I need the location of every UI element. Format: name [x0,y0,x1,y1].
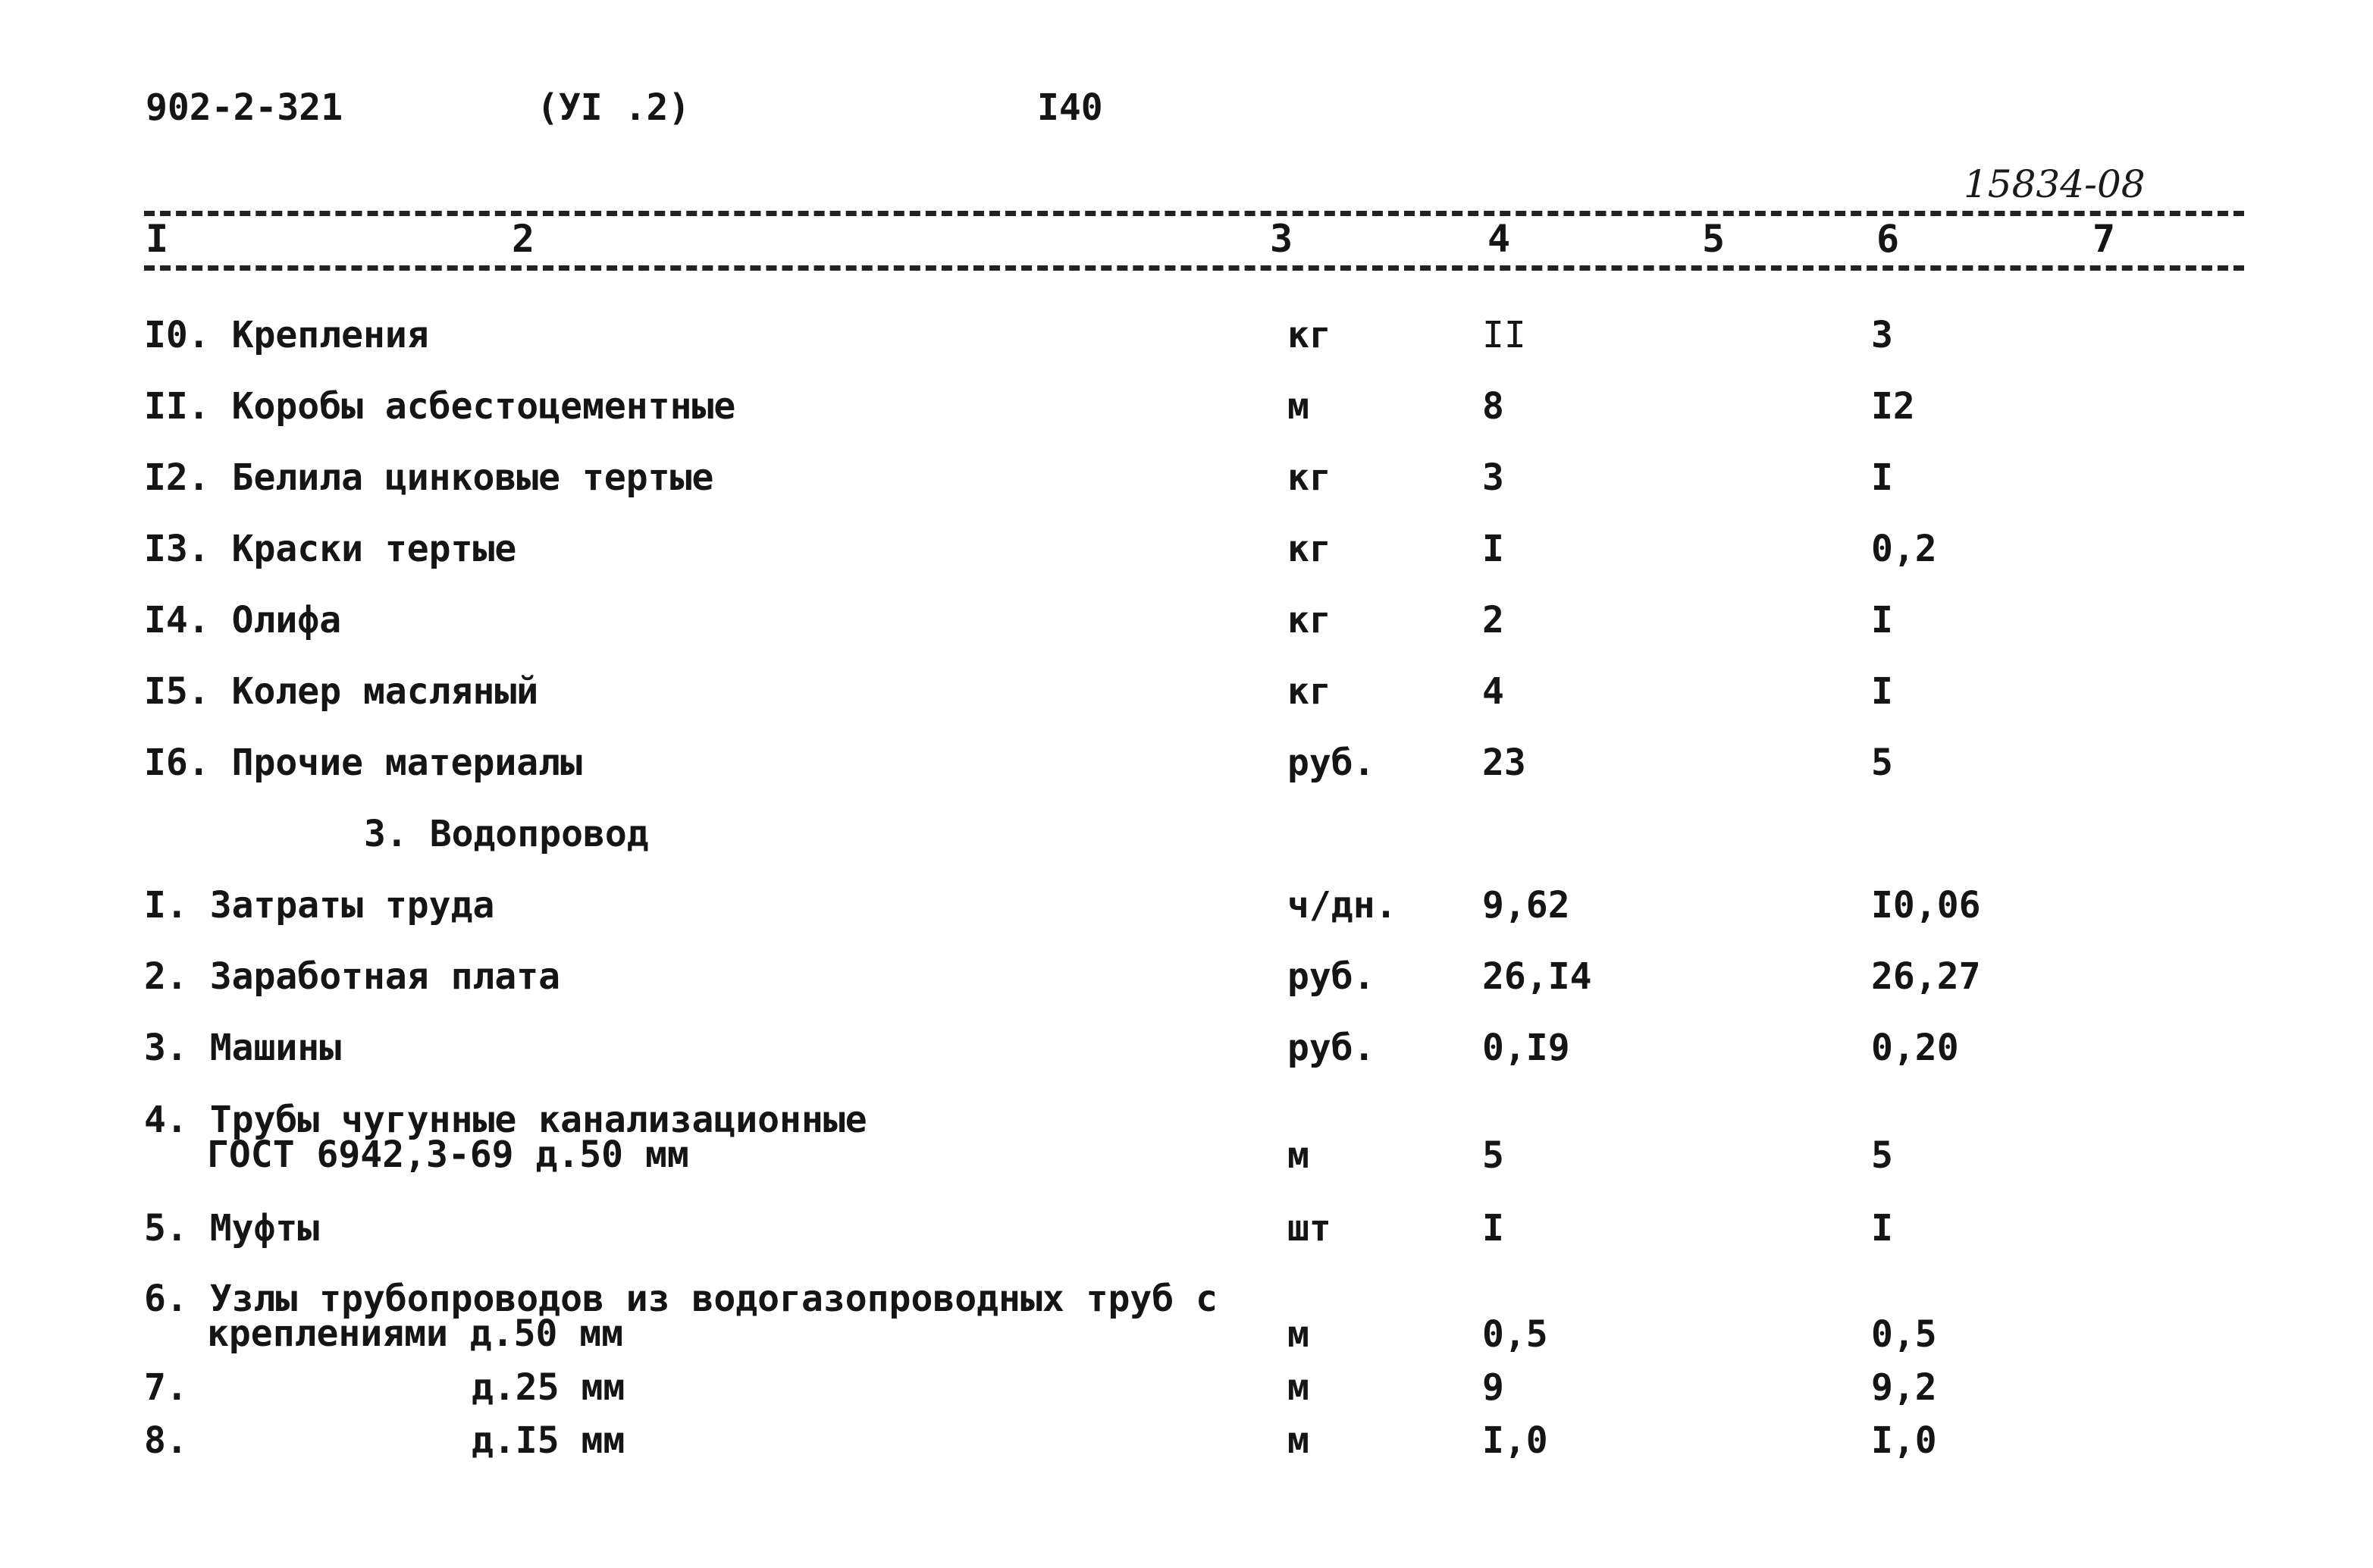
row-label: I3. Краски тертые [144,528,517,570]
section-title: 3. Водопровод [364,813,649,855]
row-value-col4: I [1482,528,1504,570]
row-number: 8. [144,1419,188,1462]
row-value-col6: I0,06 [1871,884,1981,927]
row-value-col6: 5 [1871,742,1893,784]
row-label-line1: 4. Трубы чугунные канализационные [144,1099,867,1141]
row-unit: кг [1287,670,1331,713]
row-label-line2: креплениями д.50 мм [207,1312,624,1355]
row-value-col6: I [1871,1207,1893,1250]
row-unit: руб. [1287,1027,1375,1069]
row-unit: м [1287,1366,1309,1409]
row-label: д.25 мм [472,1366,625,1409]
row-unit: кг [1287,528,1331,570]
row-value-col6: 5 [1871,1134,1893,1177]
row-value-col4: II [1482,314,1526,356]
row-unit: кг [1287,456,1331,499]
row-value-col6: I [1871,670,1893,713]
column-number-5: 5 [1702,217,1726,261]
row-number: 7. [144,1366,188,1409]
document-code: 902-2-321 [146,86,343,129]
row-value-col4: 5 [1482,1134,1504,1177]
row-value-col4: 0,5 [1482,1313,1548,1356]
row-value-col6: 26,27 [1871,955,1981,998]
row-unit: м [1287,1313,1309,1356]
row-label-line1: 6. Узлы трубопроводов из водогазопроводных труб с [144,1278,1218,1320]
page-number: I40 [1037,86,1103,129]
row-unit: кг [1287,314,1331,356]
row-value-col4: 26,I4 [1482,955,1592,998]
row-unit: м [1287,385,1309,428]
inventory-number: 15834-08 [1964,162,2146,206]
row-unit: кг [1287,599,1331,641]
row-label: 3. Машины [144,1027,342,1069]
row-value-col4: 3 [1482,456,1504,499]
row-value-col4: 2 [1482,599,1504,641]
column-number-1: I [146,217,169,261]
row-label: I5. Колер масляный [144,670,539,713]
row-label: II. Коробы асбестоцементные [144,385,736,428]
row-label: I0. Крепления [144,314,429,356]
header-bottom-rule [144,265,2244,271]
row-unit: руб. [1287,955,1375,998]
row-unit: м [1287,1134,1309,1177]
row-value-col6: 3 [1871,314,1893,356]
row-value-col6: 9,2 [1871,1366,1937,1409]
row-value-col4: 4 [1482,670,1504,713]
column-number-7: 7 [2092,217,2116,261]
row-unit: м [1287,1419,1309,1462]
row-value-col4: 9 [1482,1366,1504,1409]
row-label-line2: ГОСТ 6942,3-69 д.50 мм [207,1134,689,1176]
row-value-col6: 0,2 [1871,528,1937,570]
row-label: д.I5 мм [472,1419,625,1462]
row-label: I. Затраты труда [144,884,495,927]
row-value-col6: I [1871,599,1893,641]
row-label: I4. Олифа [144,599,342,641]
column-number-2: 2 [512,217,535,261]
row-value-col6: 0,20 [1871,1027,1959,1069]
row-value-col6: I,0 [1871,1419,1937,1462]
row-value-col4: I,0 [1482,1419,1548,1462]
row-label: 5. Муфты [144,1207,320,1250]
row-value-col6: I2 [1871,385,1915,428]
row-value-col4: 23 [1482,742,1526,784]
sheet-reference: (УI .2) [537,86,691,129]
header-top-rule [144,211,2244,216]
row-unit: руб. [1287,742,1375,784]
row-unit: ч/дн. [1287,884,1397,927]
row-value-col4: 9,62 [1482,884,1570,927]
row-label: I2. Белила цинковые тертые [144,456,714,499]
row-value-col4: I [1482,1207,1504,1250]
row-unit: шт [1287,1207,1331,1250]
column-number-4: 4 [1487,217,1511,261]
column-number-6: 6 [1876,217,1900,261]
row-value-col6: 0,5 [1871,1313,1937,1356]
row-value-col6: I [1871,456,1893,499]
row-label: 2. Заработная плата [144,955,561,998]
row-label: I6. Прочие материалы [144,742,582,784]
column-number-3: 3 [1270,217,1293,261]
row-value-col4: 8 [1482,385,1504,428]
row-value-col4: 0,I9 [1482,1027,1570,1069]
